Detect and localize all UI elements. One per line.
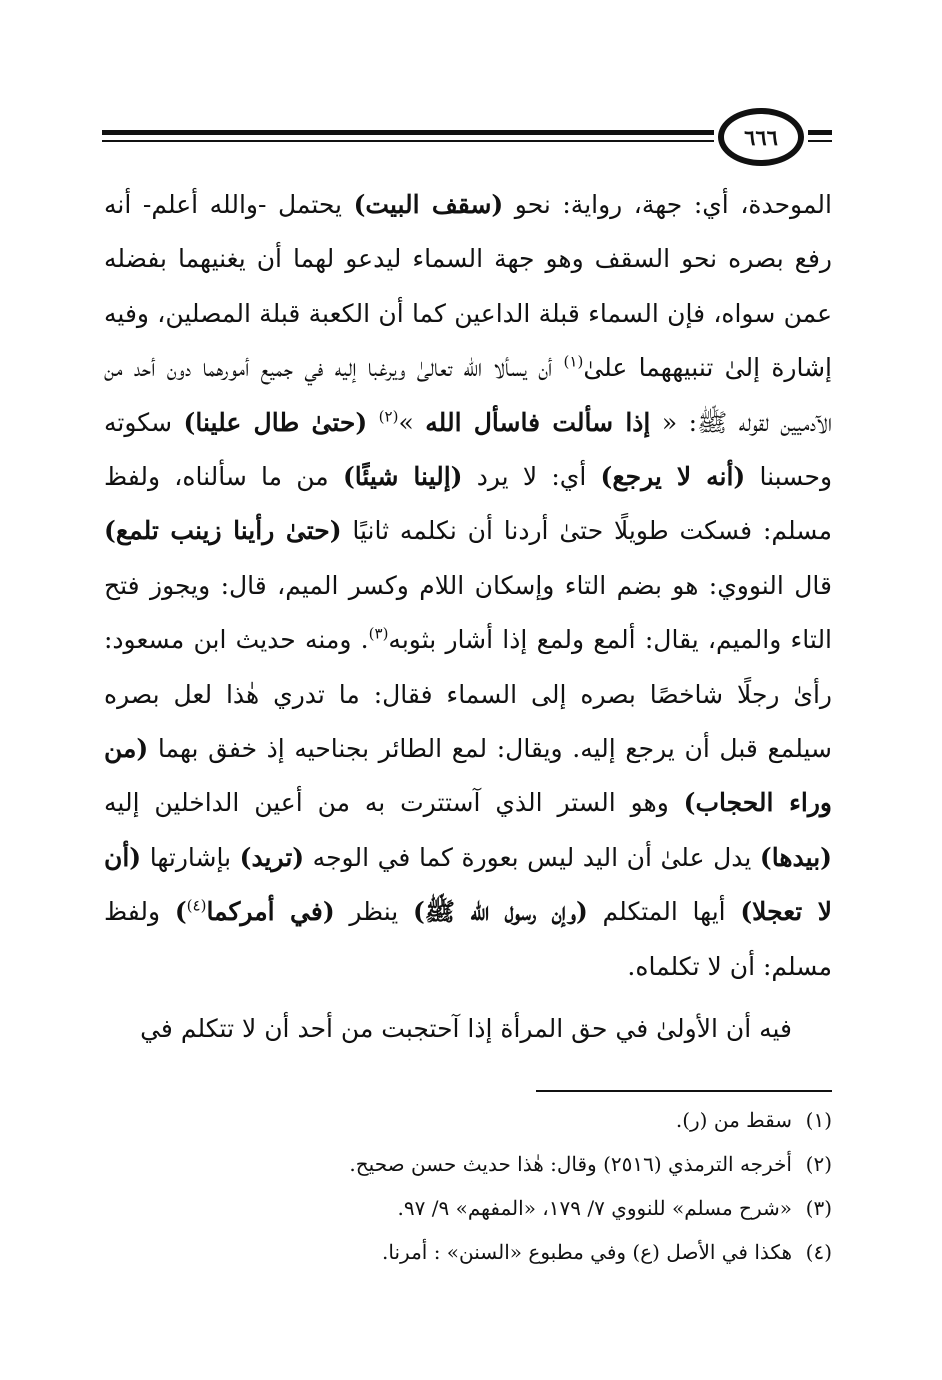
footnote-ref: (٣) (368, 624, 389, 643)
quoted-phrase: (إلينا شيئًا) (342, 462, 463, 492)
quoted-phrase: (بيدها) (759, 842, 832, 872)
quoted-phrase: (حتىٰ رأينا زينب تلمع) (104, 516, 342, 546)
header-rule-stub-thin (808, 140, 832, 142)
quoted-phrase: (حتىٰ طال علينا) (183, 407, 368, 437)
footnote (104, 1142, 832, 1186)
hadith-quote: إذا سألت فاسأل الله (425, 407, 651, 437)
quoted-phrase: (تريد) (239, 842, 305, 872)
quoted-phrase: (وإن رسول الله ﷺ) (412, 897, 588, 927)
footnote-text: «شرح مسلم» للنووي ٧/ ١٧٩، «المفهم» ٩/ ٩٧. (397, 1196, 792, 1220)
footnote-separator (536, 1090, 832, 1092)
page-number: ٦٦٦ (718, 108, 804, 166)
footnote (104, 1230, 832, 1274)
footnote-ref: (٢) (378, 407, 399, 426)
footnote-number: (٣) (805, 1196, 832, 1220)
quoted-phrase: (أنه لا يرجع) (600, 462, 746, 492)
footnote-number: (١) (805, 1108, 832, 1132)
header-rule-thick (102, 130, 714, 135)
quoted-phrase: (في أمركما (206, 897, 335, 927)
footnote (104, 1098, 832, 1142)
footnote-text: سقط من (ر). (675, 1108, 792, 1132)
footnotes (104, 1098, 832, 1274)
paragraph-1: الموحدة، أي: جهة، رواية: نحو (سقف البيت) يحتمل -والله أعلم- أنه رفع بصره نحو السقف وهو جهة السماء ليدعو لهما أن يغنيهما بفضله عمن سواه، فإن السماء قبلة الداعين كما أن الكعبة قبلة المصلين، وفيه إشارة إلىٰ تنبيههما علىٰ$^{(١)}$ أن يسألا الله تعالىٰ ويرغبا إليه في جميع أمورهما دون أحد من الآدميين لقوله ﷺ: « إذا سألت فاسأل الله »$^{(٢)}$ (حتىٰ طال علينا) سكوته وحسبنا (أنه لا يرجع) أي: لا يرد (إلينا شيئًا) من ما سألناه، ولفظ مسلم: فسكت طويلًا حتىٰ أردنا أن نكلمه ثانيًا (حتىٰ رأينا زينب تلمع) قال النووي: هو بضم التاء وإسكان اللام وكسر الميم، قال: ويجوز فتح التاء والميم، يقال: ألمع ولمع إذا أشار بثوبه$^{(٣)}$. ومنه حديث ابن مسعود: رأىٰ رجلًا شاخصًا بصره إلى السماء فقال: ما تدري هٰذا لعل بصره سيلمع قبل أن يرجع إليه. ويقال: لمع الطائر بجناحيه إذ خفق بهما (من وراء الحجاب) وهو الستر الذي آستترت به من أعين الداخلين إليه (بيدها) يدل علىٰ أن اليد ليس بعورة كما في الوجه (تريد) بإشارتها (أن لا تعجلا) أيها المتكلم (وإن رسول الله ﷺ) ينظر (في أمركما$^{(٤)}$) ولفظ مسلم: أن لا تكلماه. (104, 190, 833, 981)
footnote-ref: (١) (563, 352, 584, 371)
footnote (104, 1186, 832, 1230)
footnote-number: (٤) (805, 1240, 832, 1264)
header-rule-thin (102, 140, 714, 142)
footnote-number: (٢) (805, 1152, 832, 1176)
paragraph-2: فيه أن الأولىٰ في حق المرأة إذا آحتجبت من أحد أن لا تتكلم في (140, 1014, 792, 1044)
footnote-text: أخرجه الترمذي (٢٥١٦) وقال: هٰذا حديث حسن صحيح. (349, 1152, 792, 1176)
header-rule-stub-thick (808, 130, 832, 135)
footnote-ref: (٤) (186, 896, 207, 915)
footnote-text: هكذا في الأصل (ع) وفي مطبوع «السنن» : أمرنا. (382, 1240, 792, 1264)
quoted-phrase: (أن لا تعجلا) (104, 842, 832, 927)
quoted-phrase: (من وراء الحجاب) (104, 734, 832, 818)
main-text (104, 178, 832, 1057)
quoted-phrase: (سقف البيت) (353, 190, 504, 219)
